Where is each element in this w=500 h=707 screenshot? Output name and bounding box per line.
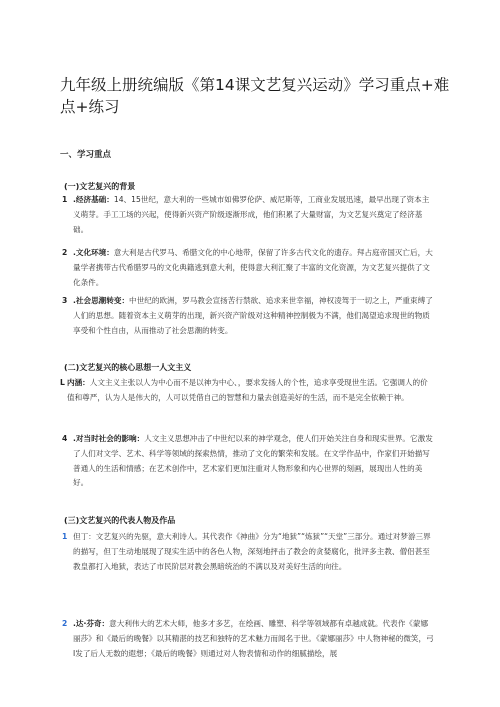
item-body: 意大利伟大的艺术大师，他多才多艺，在绘画、雕塑、科学等领域都有卓越成就。代表作《蒙娜丽莎》和《最后的晚餐》以其精湛的技艺和独特的艺术魅力而闻名于世。《蒙娜丽莎》中人物神秘的微笑，弓I发了后人无数的遐想；《最后的晚餐》则通过对人物表情和动作的细腻描绘，展 — [73, 619, 434, 658]
item-body: 中世纪的欧洲，罗马教会宣扬苦行禁欲、追求来世幸福，神权凌驾于一切之上，严重束缚了人们的思想。随着资本主义萌芽的出现，新兴资产阶级对这种精神控制极为不满，他们渴望追求现世的物质享受和个性自由，从而推动了社会思潮的转变。 — [73, 296, 433, 335]
subsection-heading-background: (一)文艺复兴的背景 — [64, 182, 136, 191]
item-body: 14、15世纪，意大利的一些城市如佛罗伦萨、威尼斯等，工商业发展迅速，最早出现了资本主义萌芽。手工工场的兴起，使得新兴资产阶级逐渐形成，他们积累了大量财富，为文艺复兴奠定了经济基础。 — [73, 195, 430, 234]
section-heading-key-points: 一、学习重点 — [60, 150, 112, 160]
item-number: 4 — [62, 434, 68, 443]
list-item — [62, 193, 434, 237]
list-item — [62, 617, 434, 661]
item-heading: 内涵： — [67, 378, 90, 387]
item-number: L — [60, 378, 65, 387]
item-number: 2 — [62, 248, 68, 257]
subsection-heading-humanism: (二)文艺复兴的核心思想一人文主义 — [64, 363, 192, 372]
item-body: 人文主义主张以人为中心而不是以神为中心、，要求发扬人的个性，追求享受现世生活。它强调人的价值和尊严，认为人是伟大的，人可以凭借自己的智慧和力量去创造美好的生活，而不是完全依赖于神。 — [67, 378, 428, 402]
document-title: 九年级上册统编版《第14课文艺复兴运动》学习重点+难点+练习 — [60, 76, 450, 116]
item-number: 1 — [62, 532, 68, 541]
list-item — [62, 294, 434, 338]
list-item — [62, 432, 434, 491]
item-number: 1 — [62, 195, 68, 204]
item-heading: .社会思潮转变： — [73, 296, 130, 305]
item-heading: .达·芬奇： — [73, 619, 110, 628]
list-item — [60, 376, 432, 406]
list-item — [62, 246, 434, 290]
item-body: 意大利是古代罗马、希腊文化的中心地带，保留了许多古代文化的遗存。拜占庭帝国灭亡后，大量学者携带古代希腊罗马的文化典籍逃到意大利，使得意大利汇聚了丰富的文化资源，为文艺复兴提供了文化条件。 — [73, 248, 433, 287]
item-heading: .经济基础： — [73, 195, 114, 204]
list-item — [62, 530, 434, 574]
subsection-heading-figures: (三)文艺复兴的代表人物及作品 — [64, 516, 176, 525]
item-body: 但丁：文艺复兴的先驱，意大利诗人。其代表作《神曲》分为“地狱”“炼狱”“天堂”三部分。通过对梦游三界的描写，但丁生动地展现了现实生活中的各色人物，深刻地抨击了教会的贪婪腐化，批评多主教、僧侣甚至教皇都打入地狱，表达了市民阶层对教会黑暗统治的不满以及对美好生活的向往。 — [73, 532, 431, 571]
item-number: 2 — [62, 619, 68, 628]
item-body: 人文主义思想冲击了中世纪以来的神学观念，使人们开始关注自身和现实世界。它激发了人们对文学、艺术、科学等领域的探索热情，推动了文化的繁荣和发展。在文学作品中，作家们开始描写普通人的生活和情感；在艺术创作中，艺术家们更加注重对人物形象和内心世界的刻画，展现出人性的美好。 — [73, 434, 433, 488]
item-heading: .对当时社会的影响： — [73, 434, 145, 443]
item-number: 3 — [62, 296, 68, 305]
item-heading: .文化环境： — [73, 248, 114, 257]
